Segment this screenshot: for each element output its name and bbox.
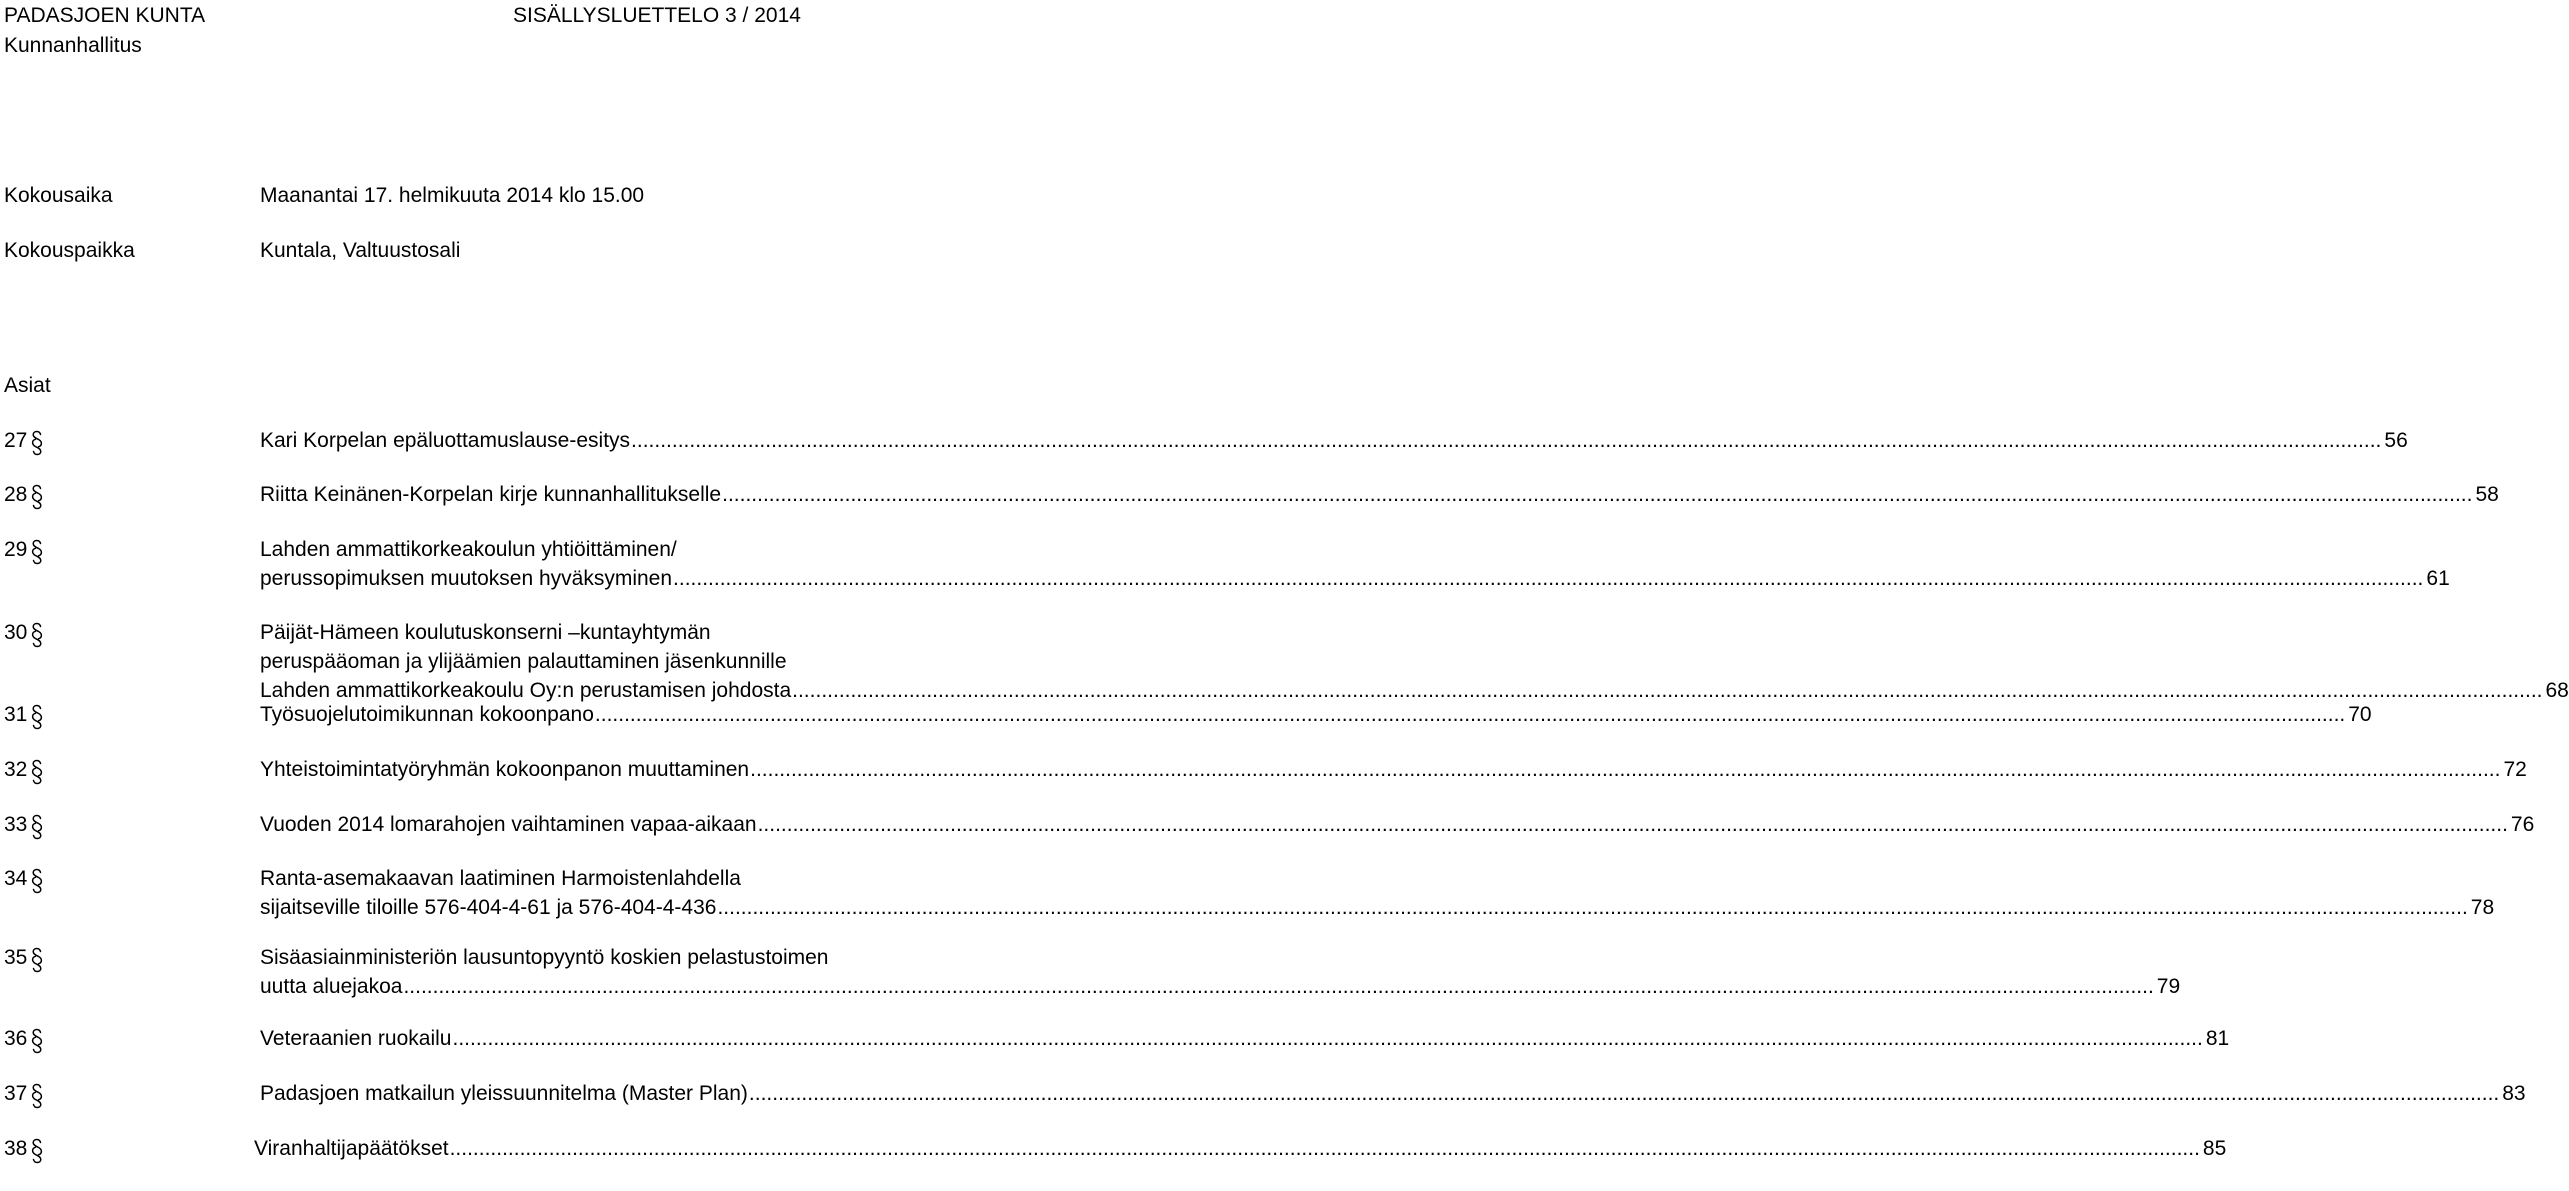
meeting-time-value: Maanantai 17. helmikuuta 2014 klo 15.00 <box>260 184 645 207</box>
page-number: 85 <box>2202 1137 2227 1160</box>
section-sign-icon <box>30 868 44 894</box>
page-number: 78 <box>2470 896 2495 919</box>
dot-leader: ............................................................................................................................................................................................................................................................................................................ <box>717 896 2468 919</box>
item-title-line <box>254 1136 2227 1165</box>
item-title-line <box>260 428 2408 457</box>
item-title-line: Päijät-Hämeen koulutuskonserni –kuntayhtymän <box>260 621 711 644</box>
item-title-line: Sisäasiainministeriön lausuntopyyntö koskien pelastustoimen <box>260 946 829 969</box>
item-title-text: sijaitseville tiloille 576-404-4-61 ja 576-404-4-436 <box>260 896 717 919</box>
section-sign-icon <box>30 947 44 973</box>
item-number: 37 <box>4 1082 28 1105</box>
item-number: 35 <box>4 946 28 969</box>
item-title-text: Työsuojelutoimikunnan kokoonpano <box>260 703 594 726</box>
section-sign-icon <box>30 430 44 456</box>
item-title-line <box>260 1081 2526 1110</box>
item-title-text: Padasjoen matkailun yleissuunnitelma (Master Plan) <box>260 1082 748 1105</box>
item-title-text: Riitta Keinänen-Korpelan kirje kunnanhallitukselle <box>260 483 722 506</box>
page-number: 70 <box>2348 703 2372 726</box>
page-number: 81 <box>2205 1027 2230 1050</box>
dot-leader: ............................................................................................................................................................................................................................................................................................................ <box>750 758 2501 781</box>
item-title-text: Veteraanien ruokailu <box>260 1027 452 1050</box>
item-number: 32 <box>4 758 28 781</box>
item-title <box>260 620 2569 707</box>
page-number: 58 <box>2475 483 2499 506</box>
item-title-text: Lahden ammattikorkeakoulu Oy:n perustamisen johdosta <box>260 679 792 702</box>
section-sign-icon <box>30 814 44 840</box>
section-sign-icon <box>30 484 44 510</box>
item-number: 38 <box>4 1137 28 1160</box>
item-title-line <box>260 974 2181 1003</box>
item-title <box>260 702 2372 731</box>
dot-leader: ............................................................................................................................................................................................................................................................................................................ <box>594 703 2346 726</box>
meeting-time-label: Kokousaika <box>4 184 113 207</box>
item-title <box>260 1026 2230 1055</box>
item-title-line <box>260 702 2372 731</box>
section-sign-icon <box>30 1028 44 1054</box>
dot-leader: ............................................................................................................................................................................................................................................................................................................ <box>722 483 2473 506</box>
dot-leader: ............................................................................................................................................................................................................................................................................................................ <box>757 813 2508 836</box>
dot-leader: ............................................................................................................................................................................................................................................................................................................ <box>452 1027 2203 1050</box>
item-title <box>260 1081 2526 1110</box>
item-title <box>260 945 2181 1003</box>
section-sign-icon <box>30 704 44 730</box>
item-number: 28 <box>4 483 28 506</box>
dot-leader: ............................................................................................................................................................................................................................................................................................................ <box>673 567 2424 590</box>
section-sign-icon <box>30 539 44 565</box>
item-title-line <box>260 482 2499 511</box>
item-title-text: Viranhaltijapäätökset <box>254 1137 449 1160</box>
page-number: 72 <box>2503 758 2527 781</box>
organ-name: Kunnanhallitus <box>4 34 142 57</box>
dot-leader: ............................................................................................................................................................................................................................................................................................................ <box>631 429 2382 452</box>
meeting-place-label: Kokouspaikka <box>4 239 135 262</box>
section-sign-icon <box>30 759 44 785</box>
item-number: 30 <box>4 621 28 644</box>
section-sign-icon <box>30 622 44 648</box>
page-number: 79 <box>2156 975 2181 998</box>
item-title-line <box>260 812 2535 841</box>
item-number: 33 <box>4 813 28 836</box>
item-title-line: Ranta-asemakaavan laatiminen Harmoistenlahdella <box>260 867 741 890</box>
page-number: 68 <box>2545 679 2569 702</box>
dot-leader: ............................................................................................................................................................................................................................................................................................................ <box>449 1137 2200 1160</box>
item-number: 29 <box>4 538 28 561</box>
meeting-place-value: Kuntala, Valtuustosali <box>260 239 461 262</box>
item-title <box>254 1136 2227 1165</box>
item-title <box>260 812 2535 841</box>
item-title-line: peruspääoman ja ylijäämien palauttaminen jäsenkunnille <box>260 650 787 673</box>
section-sign-icon <box>30 1083 44 1109</box>
page-number: 76 <box>2510 813 2535 836</box>
item-number: 36 <box>4 1027 28 1050</box>
item-title-line <box>260 1026 2230 1055</box>
section-title: Asiat <box>4 374 51 397</box>
page-number: 56 <box>2384 429 2408 452</box>
item-number: 34 <box>4 867 28 890</box>
item-title <box>260 866 2495 924</box>
dot-leader: ............................................................................................................................................................................................................................................................................................................ <box>403 975 2154 998</box>
item-title-text: perussopimuksen muutoksen hyväksyminen <box>260 567 673 590</box>
item-title <box>260 757 2527 786</box>
page-number: 83 <box>2502 1082 2526 1105</box>
page-number: 61 <box>2426 567 2450 590</box>
section-sign-icon <box>30 1138 44 1164</box>
document-title: SISÄLLYSLUETTELO 3 / 2014 <box>513 4 801 27</box>
item-title-line <box>260 566 2450 595</box>
item-title <box>260 537 2450 595</box>
item-number: 31 <box>4 703 28 726</box>
item-title-line <box>260 895 2495 924</box>
item-title-line: Lahden ammattikorkeakoulun yhtiöittäminen/ <box>260 538 677 561</box>
item-title-line <box>260 757 2527 786</box>
item-number: 27 <box>4 429 28 452</box>
municipality-name: PADASJOEN KUNTA <box>4 4 206 27</box>
item-title-text: Vuoden 2014 lomarahojen vaihtaminen vapaa-aikaan <box>260 813 757 836</box>
item-title-text: uutta aluejakoa <box>260 975 403 998</box>
item-title <box>260 428 2408 457</box>
item-title <box>260 482 2499 511</box>
item-title-text: Yhteistoimintatyöryhmän kokoonpanon muuttaminen <box>260 758 750 781</box>
dot-leader: ............................................................................................................................................................................................................................................................................................................ <box>792 679 2543 702</box>
dot-leader: ............................................................................................................................................................................................................................................................................................................ <box>748 1082 2500 1105</box>
item-title-text: Kari Korpelan epäluottamuslause-esitys <box>260 429 631 452</box>
